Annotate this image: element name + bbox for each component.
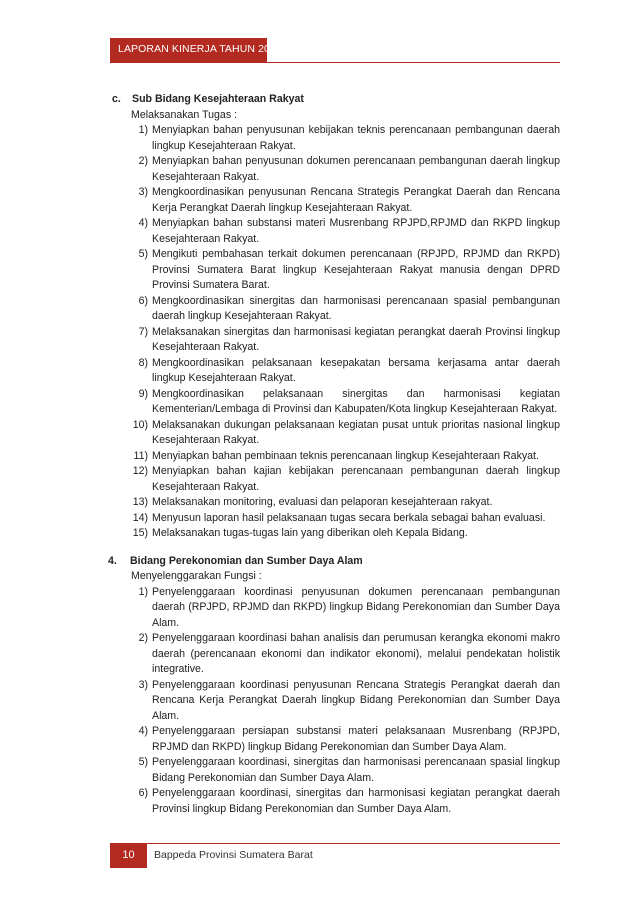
item-text: Menyiapkan bahan kajian kebijakan perencanaan pembangunan daerah lingkup Kesejahteraan Rakyat. [152,465,560,493]
section-c-task-list [108,123,560,542]
item-text: Penyelenggaraan koordinasi, sinergitas dan harmonisasi perencanaan spasial lingkup Bidang Perekonomian dan Sumber Daya Alam. [152,756,560,784]
list-item [108,247,560,294]
item-text: Mengkoordinasikan pelaksanaan sinergitas dan harmonisasi kegiatan Kementerian/Lembaga di Provinsi dan Kabupaten/Kota lingkup Kesejahteraan Rakyat. [152,387,560,415]
item-number: 5) [138,248,148,260]
report-title: LAPORAN KINERJA TAHUN 2021 [118,43,282,55]
item-text: Menyiapkan bahan substansi materi Musrenbang RPJPD,RPJMD dan RKPD lingkup Kesejahteraan Rakyat. [152,217,560,245]
list-item [108,786,560,817]
list-item [108,325,560,356]
item-text: Penyelenggaraan koordinasi bahan analisis dan perumusan kerangka ekonomi makro daerah (perencanaan ekonomi dan indikator ekonomi), melalui pendekatan holistik integrative. [152,632,560,675]
item-text: Melaksanakan tugas-tugas lain yang diberikan oleh Kepala Bidang. [152,527,468,539]
section-c-intro: Melaksanakan Tugas : [131,108,237,121]
page-number: 10 [122,849,135,861]
list-item [108,585,560,632]
header-divider [110,62,560,63]
item-text: Menyusun laporan hasil pelaksanaan tugas secara berkala sebagai bahan evaluasi. [152,511,546,524]
item-number: 1) [138,585,148,598]
section-4-title: Bidang Perekonomian dan Sumber Daya Alam [130,554,363,567]
item-text: Mengkoordinasikan penyusunan Rencana Strategis Perangkat Daerah dan Rencana Kerja Perangkat Daerah lingkup Kesejahteraan Rakyat. [152,186,560,214]
list-item [108,464,560,495]
list-item [108,724,560,755]
item-text: Penyelenggaraan persiapan substansi materi pelaksanaan Musrenbang (RPJPD, RPJMD dan RKPD) lingkup Bidang Perekonomian dan Sumber Daya Alam. [152,725,560,753]
item-number: 9) [138,387,148,400]
document-body [108,92,560,817]
section-c-heading [108,92,560,108]
item-number: 10) [132,418,148,431]
item-text: Mengkoordinasikan pelaksanaan kesepakatan bersama kerjasama antar daerah lingkup Kesejahteraan Rakyat. [152,356,560,384]
list-item [108,216,560,247]
item-text: Menyiapkan bahan penyusunan kebijakan teknis perencanaan pembangunan daerah lingkup Kesejahteraan Rakyat. [152,124,560,152]
list-item [108,294,560,325]
item-number: 12) [132,465,148,477]
item-text: Menyiapkan bahan pembinaan teknis perencanaan lingkup Kesejahteraan Rakyat. [152,449,539,462]
list-item [108,449,560,465]
list-item [108,387,560,418]
item-number: 14) [132,511,148,524]
item-number: 4) [138,217,148,229]
item-number: 11) [133,449,148,462]
item-number: 3) [138,678,148,691]
list-item [108,755,560,786]
item-number: 2) [138,632,148,644]
list-item [108,526,560,542]
footer-organization: Bappeda Provinsi Sumatera Barat [154,849,313,861]
item-text: Penyelenggaraan koordinasi penyusunan dokumen perencanaan pembangunan daerah (RPJPD, RPJMD dan RKPD) lingkup Bidang Perekonomian dan Sumber Daya Alam. [152,585,560,629]
item-text: Melaksanakan dukungan pelaksanaan kegiatan pusat untuk prioritas nasional lingkup Kesejahteraan Rakyat. [152,418,560,446]
item-number: 4) [138,725,148,737]
item-number: 3) [138,186,148,198]
item-text: Penyelenggaraan koordinasi penyusunan Rencana Strategis Perangkat daerah dan Rencana Kerja Perangkat Daerah lingkup Bidang Perekonomian dan Sumber Daya Alam. [152,678,560,722]
list-item [108,185,560,216]
item-number: 8) [138,356,148,369]
item-number: 6) [138,787,148,799]
section-c-title: Sub Bidang Kesejahteraan Rakyat [132,93,304,105]
list-item [108,154,560,185]
item-number: 7) [138,325,148,338]
list-item [108,123,560,154]
item-text: Mengikuti pembahasan terkait dokumen perencanaan (RPJPD, RPJMD dan RKPD) Provinsi Sumatera Barat lingkup Kesejahteraan Rakyat manusia dengan DPRD Provinsi Sumatera Barat. [152,248,560,291]
item-text: Penyelenggaraan koordinasi, sinergitas dan harmonisasi kegiatan perangkat daerah Provinsi lingkup Bidang Perekonomian dan Sumber Daya Alam. [152,787,560,815]
section-4-function-list [108,585,560,818]
section-c-number: c. [112,93,121,105]
section-4-heading [108,554,560,570]
item-text: Melaksanakan monitoring, evaluasi dan pelaporan kesejahteraan rakyat. [152,496,493,508]
item-text: Menyiapkan bahan penyusunan dokumen perencanaan pembangunan daerah lingkup Kesejahteraan Rakyat. [152,155,560,183]
item-number: 6) [138,294,148,307]
item-number: 15) [132,527,148,539]
list-item [108,678,560,725]
footer-page-badge [110,844,147,868]
list-item [108,495,560,511]
list-item [108,511,560,527]
item-number: 13) [132,496,148,508]
list-item [108,418,560,449]
list-item [108,631,560,678]
item-text: Melaksanakan sinergitas dan harmonisasi kegiatan perangkat daerah Provinsi lingkup Kesejahteraan Rakyat. [152,325,560,353]
item-number: 5) [138,756,148,768]
section-4-number: 4. [108,554,117,567]
section-4-intro: Menyelenggarakan Fungsi : [131,570,262,582]
item-text: Mengkoordinasikan sinergitas dan harmonisasi perencanaan spasial pembangunan daerah lingkup Kesejahteraan Rakyat. [152,294,560,322]
item-number: 1) [138,124,148,136]
footer-divider [110,843,560,844]
list-item [108,356,560,387]
item-number: 2) [138,155,148,167]
header-banner [110,38,282,62]
